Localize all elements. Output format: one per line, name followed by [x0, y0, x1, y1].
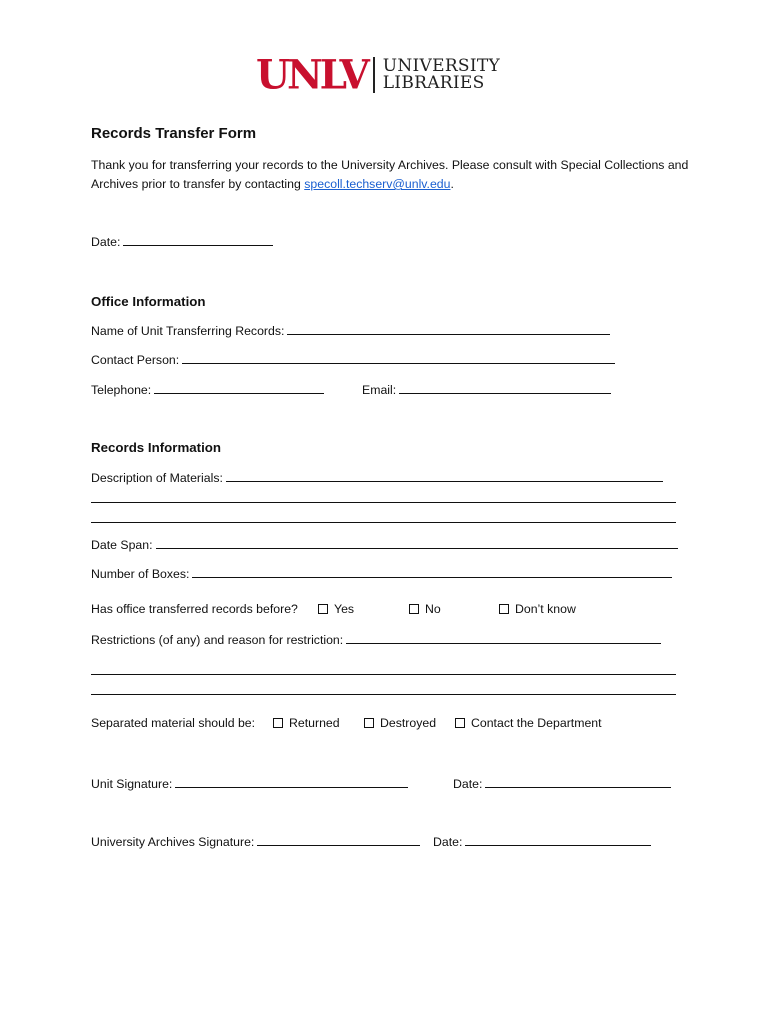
yes-label: Yes [334, 602, 355, 616]
option-destroyed[interactable] [364, 716, 436, 731]
restrictions-label: Restrictions (of any) and reason for restriction: [91, 633, 344, 647]
destroyed-checkbox[interactable] [364, 718, 374, 728]
boxes-label: Number of Boxes: [91, 567, 190, 581]
yes-checkbox[interactable] [318, 604, 328, 614]
logo-line-2: LIBRARIES [382, 73, 485, 93]
unit-signature-field[interactable] [175, 776, 408, 788]
no-checkbox[interactable] [409, 604, 419, 614]
unit-name-label: Name of Unit Transferring Records: [91, 324, 285, 338]
archives-signature-row [91, 834, 420, 850]
option-no[interactable] [409, 602, 441, 617]
archives-date-field[interactable] [465, 834, 651, 846]
returned-label: Returned [289, 716, 340, 730]
office-info-heading: Office Information [91, 294, 206, 309]
transferred-question: Has office transferred records before? [91, 602, 298, 616]
date-span-field[interactable] [156, 537, 678, 549]
dont-know-checkbox[interactable] [499, 604, 509, 614]
contact-person-field[interactable] [182, 352, 615, 364]
restrictions-field-line-3[interactable] [91, 694, 676, 695]
dont-know-label: Don’t know [515, 602, 576, 616]
contact-department-checkbox[interactable] [455, 718, 465, 728]
date-label: Date: [91, 235, 121, 249]
logo-mark: UNLV [256, 51, 367, 98]
restrictions-field-line-2[interactable] [91, 674, 676, 675]
date-field[interactable] [123, 234, 273, 246]
logo-subtitle [383, 58, 500, 92]
description-label: Description of Materials: [91, 471, 223, 485]
boxes-row [91, 566, 672, 582]
contact-person-label: Contact Person: [91, 353, 180, 367]
option-yes[interactable] [318, 602, 354, 617]
boxes-field[interactable] [192, 566, 672, 578]
telephone-field[interactable] [154, 382, 324, 394]
contact-person-row [91, 352, 615, 368]
restrictions-row [91, 632, 661, 648]
date-span-label: Date Span: [91, 538, 153, 552]
option-contact-department[interactable] [455, 716, 602, 731]
unit-signature-label: Unit Signature: [91, 777, 173, 791]
no-label: No [425, 602, 441, 616]
unit-name-row [91, 323, 610, 339]
unit-signature-row [91, 776, 408, 792]
unlv-libraries-logo [256, 52, 500, 98]
archives-signature-field[interactable] [257, 834, 420, 846]
option-dont-know[interactable] [499, 602, 576, 617]
restrictions-field-line-1[interactable] [346, 632, 661, 644]
separated-label: Separated material should be: [91, 716, 256, 730]
intro-paragraph [91, 156, 691, 194]
logo-line-1: UNIVERSITY [382, 56, 501, 76]
unit-date-row [453, 776, 671, 792]
date-span-row [91, 537, 678, 553]
returned-checkbox[interactable] [273, 718, 283, 728]
intro-text: Thank you for transferring your records to the University Archives. Please consult with Special Collections and Archives prior to transfer by contacting [91, 158, 689, 191]
unit-date-field[interactable] [485, 776, 671, 788]
intro-end: . [450, 177, 454, 191]
destroyed-label: Destroyed [380, 716, 437, 730]
unit-date-label: Date: [453, 777, 483, 791]
description-field-line-2[interactable] [91, 502, 676, 503]
records-info-heading: Records Information [91, 440, 222, 455]
option-returned[interactable] [273, 716, 340, 731]
telephone-row [91, 382, 324, 398]
archives-signature-label: University Archives Signature: [91, 835, 255, 849]
archives-date-label: Date: [433, 835, 463, 849]
email-field[interactable] [399, 382, 611, 394]
date-row [91, 234, 273, 250]
contact-email-link[interactable]: specoll.techserv@unlv.edu [304, 177, 451, 191]
description-row [91, 470, 663, 486]
telephone-label: Telephone: [91, 383, 152, 397]
description-field-line-3[interactable] [91, 522, 676, 523]
email-label: Email: [362, 383, 397, 397]
email-row [362, 382, 611, 398]
logo-divider [373, 57, 375, 93]
contact-department-label: Contact the Department [471, 716, 602, 730]
archives-date-row [433, 834, 651, 850]
unit-name-field[interactable] [287, 323, 610, 335]
description-field-line-1[interactable] [226, 470, 663, 482]
form-title: Records Transfer Form [91, 125, 257, 142]
